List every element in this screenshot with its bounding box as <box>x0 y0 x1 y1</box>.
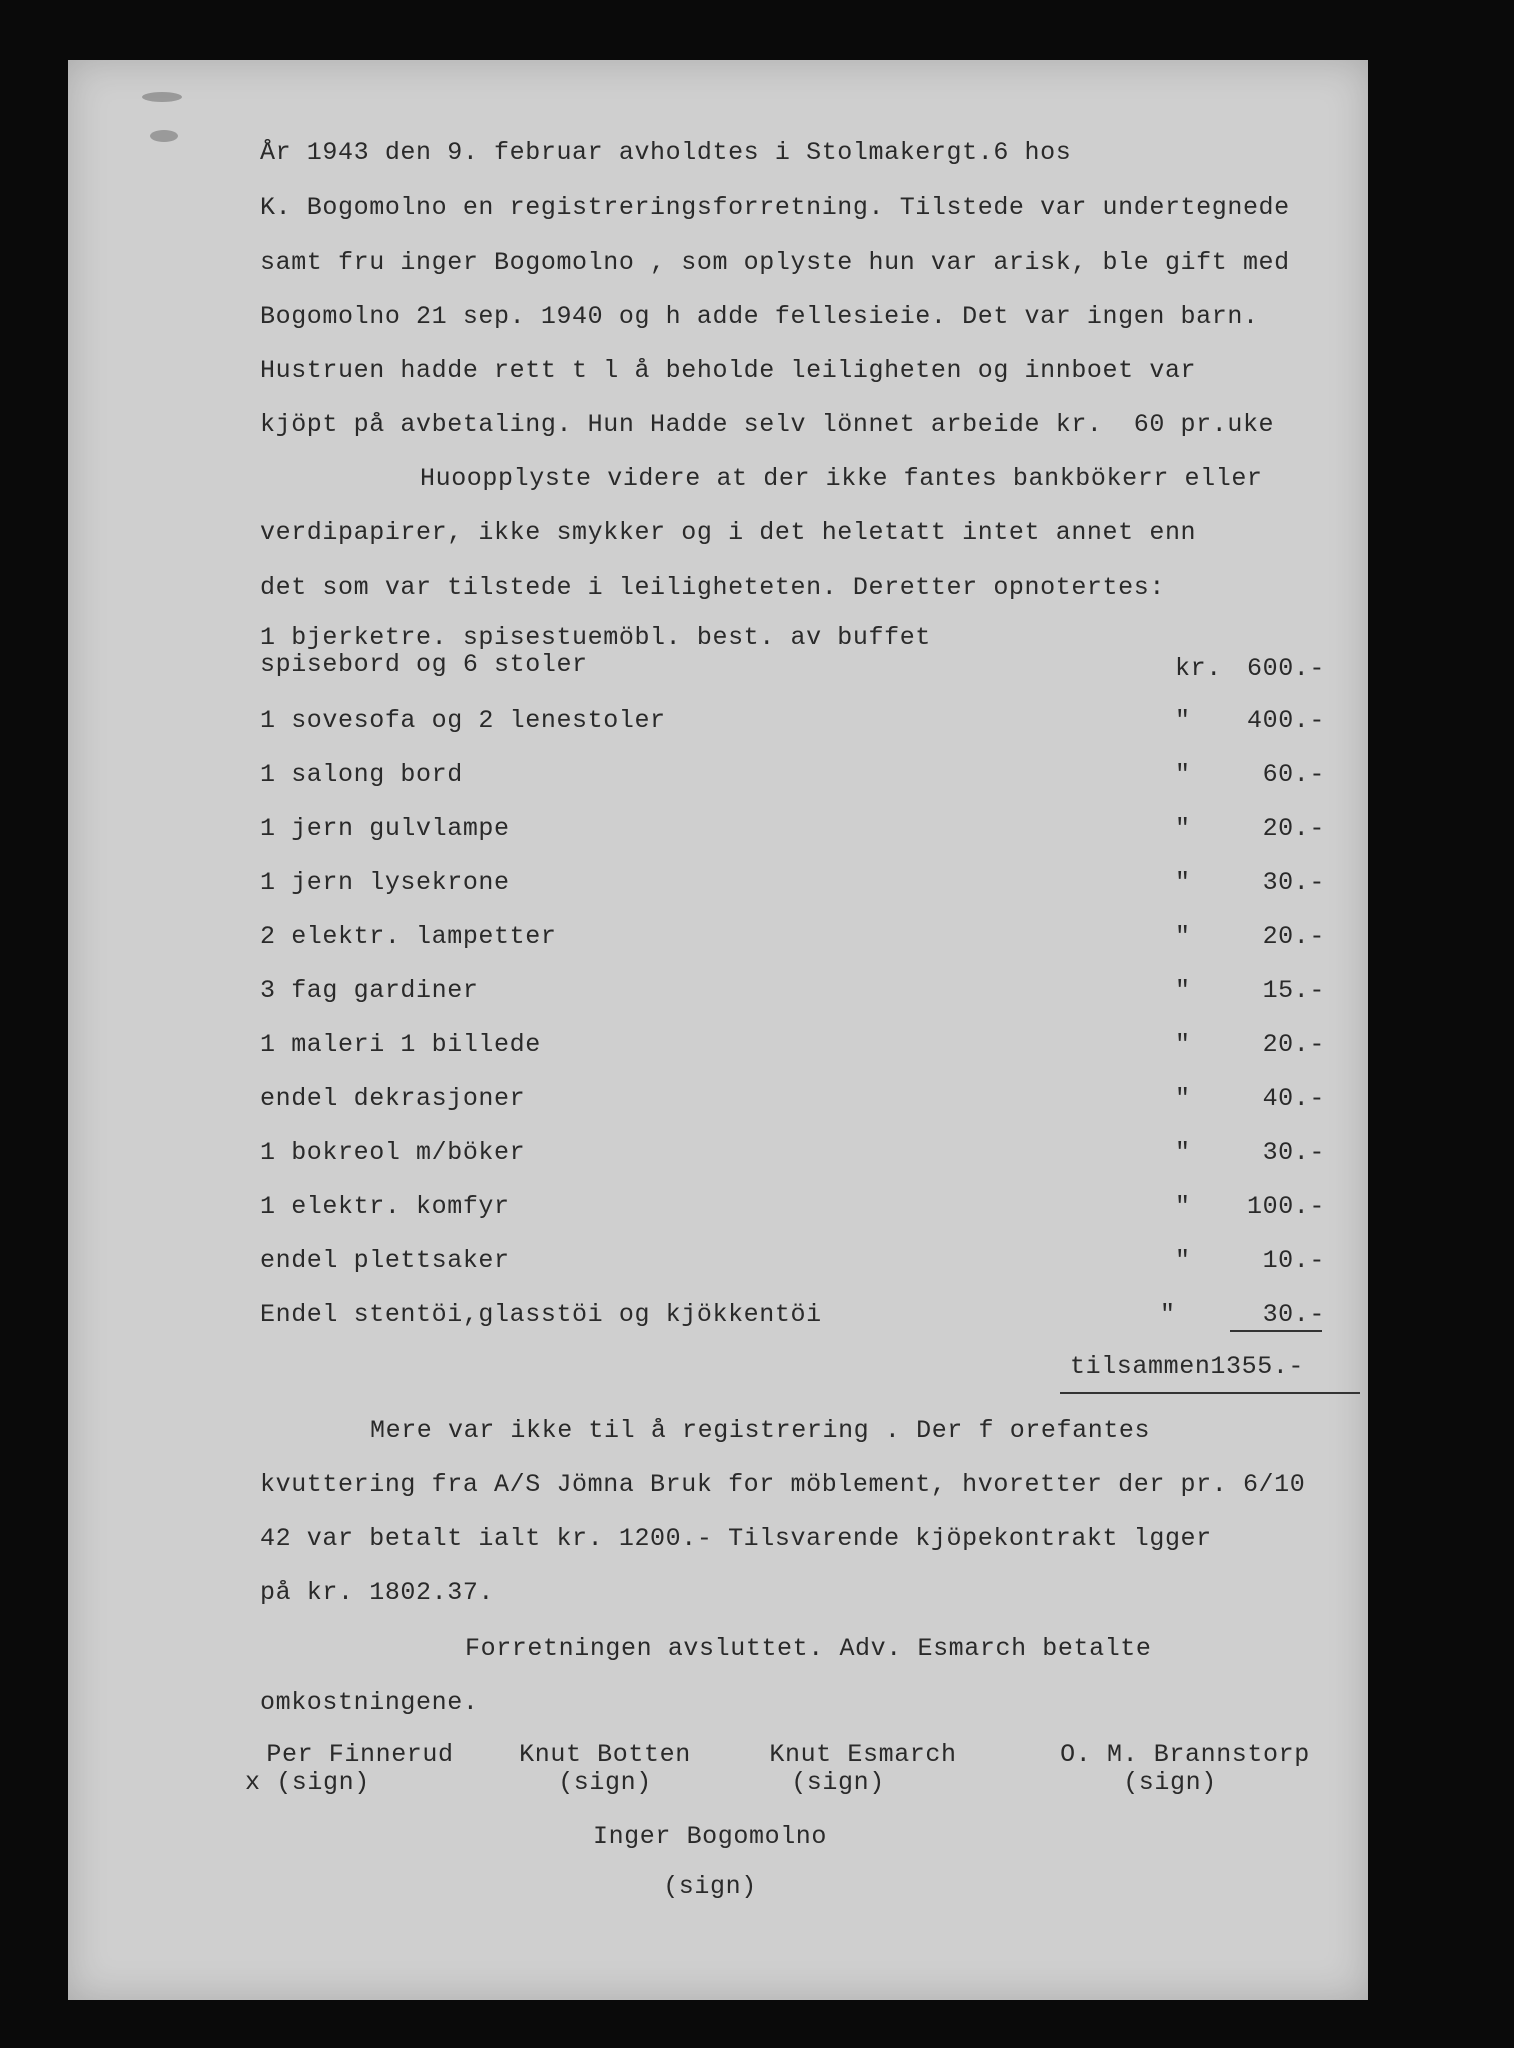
item-desc: 3 fag gardiner <box>260 976 479 1005</box>
margin-mark <box>142 92 182 102</box>
sum-underline <box>1230 1330 1322 1332</box>
item-desc: 1 salong bord <box>260 760 463 789</box>
item-amount: 30.- <box>1262 1138 1325 1167</box>
item-amount: 20.- <box>1262 814 1325 843</box>
para4-line-2: omkostningene. <box>260 1688 479 1717</box>
final-signature-name: Inger Bogomolno <box>592 1822 828 1851</box>
item-amount: 60.- <box>1262 760 1325 789</box>
signature-name: Knut Esmarch <box>769 1740 957 1769</box>
item-ditto: " <box>1175 706 1191 735</box>
item-amount: 30.- <box>1262 1300 1325 1329</box>
item-ditto: kr. <box>1175 654 1222 683</box>
intro-line-5: Hustruen hadde rett t l å beholde leiligheten og innboet var <box>260 356 1197 385</box>
intro-line-6: kjöpt på avbetaling. Hun Hadde selv lönnet arbeide kr. 60 pr.uke <box>260 410 1275 439</box>
item-amount: 400.- <box>1246 706 1325 735</box>
para4-line-1: Forretningen avsluttet. Adv. Esmarch betalte <box>465 1634 1152 1663</box>
item-desc: Endel stentöi,glasstöi og kjökkentöi <box>260 1300 822 1329</box>
item-amount: 10.- <box>1262 1246 1325 1275</box>
item-amount: 20.- <box>1262 1030 1325 1059</box>
item-ditto: " <box>1175 1030 1191 1059</box>
para3-line-3: 42 var betalt ialt kr. 1200.- Tilsvarende kjöpekontrakt lgger <box>260 1524 1212 1553</box>
signature-mark: (sign) <box>558 1768 652 1797</box>
item-amount: 40.- <box>1262 1084 1325 1113</box>
item-amount: 20.- <box>1262 922 1325 951</box>
item-amount: 100.- <box>1246 1192 1325 1221</box>
signature-mark: (sign) <box>791 1768 885 1797</box>
total-underline <box>1060 1392 1360 1394</box>
para3-line-1: Mere var ikke til å registrering . Der f orefantes <box>370 1416 1151 1445</box>
item-ditto: " <box>1175 868 1191 897</box>
item-desc: endel dekrasjoner <box>260 1084 526 1113</box>
final-signature-mark: (sign) <box>663 1872 757 1901</box>
item-desc: 1 jern gulvlampe <box>260 814 510 843</box>
para2-line-2: verdipapirer, ikke smykker og i det heletatt intet annet enn <box>260 518 1197 547</box>
item-desc: 1 elektr. komfyr <box>260 1192 510 1221</box>
item-ditto: " <box>1160 1300 1176 1329</box>
signature-name: O. M. Brannstorp <box>1060 1740 1310 1769</box>
signature-name: Per Finnerud <box>266 1740 454 1769</box>
signature-name: Knut Botten <box>519 1740 691 1769</box>
item-desc: 1 maleri 1 billede <box>260 1030 541 1059</box>
signature-mark: (sign) <box>1123 1768 1217 1797</box>
item-ditto: " <box>1175 976 1191 1005</box>
intro-line-4: Bogomolno 21 sep. 1940 og h adde fellesieie. Det var ingen barn. <box>260 302 1259 331</box>
item-desc: endel plettsaker <box>260 1246 510 1275</box>
item-ditto: " <box>1175 814 1191 843</box>
margin-mark <box>150 130 178 142</box>
item-amount: 15.- <box>1262 976 1325 1005</box>
item-desc-cont: spisebord og 6 stoler <box>260 650 588 679</box>
para3-line-4: på kr. 1802.37. <box>260 1578 495 1607</box>
signature-mark: x (sign) <box>245 1768 370 1797</box>
item-desc: 2 elektr. lampetter <box>260 922 557 951</box>
item-amount: 30.- <box>1262 868 1325 897</box>
para2-line-3: det som var tilstede i leiligheteten. Deretter opnotertes: <box>260 573 1165 602</box>
para2-line-1: Huoopplyste videre at der ikke fantes bankbökerr eller <box>420 464 1263 493</box>
item-ditto: " <box>1175 1084 1191 1113</box>
item-ditto: " <box>1175 922 1191 951</box>
para3-line-2: kvuttering fra A/S Jömna Bruk for möblement, hvoretter der pr. 6/10 <box>260 1470 1306 1499</box>
item-desc: 1 sovesofa og 2 lenestoler <box>260 706 666 735</box>
item-amount: 600.- <box>1246 654 1325 683</box>
item-ditto: " <box>1175 1246 1191 1275</box>
item-desc: 1 bjerketre. spisestuemöbl. best. av buffet <box>260 623 931 652</box>
intro-line-1: År 1943 den 9. februar avholdtes i Stolmakergt.6 hos <box>260 138 1072 167</box>
intro-line-2: K. Bogomolno en registreringsforretning. Tilstede var undertegnede <box>260 193 1290 222</box>
item-ditto: " <box>1175 1192 1191 1221</box>
intro-line-3: samt fru inger Bogomolno , som oplyste hun var arisk, ble gift med <box>260 248 1290 277</box>
item-desc: 1 bokreol m/böker <box>260 1138 526 1167</box>
total-amount: tilsammen1355.- <box>1070 1352 1305 1381</box>
item-ditto: " <box>1175 760 1191 789</box>
item-desc: 1 jern lysekrone <box>260 868 510 897</box>
item-ditto: " <box>1175 1138 1191 1167</box>
